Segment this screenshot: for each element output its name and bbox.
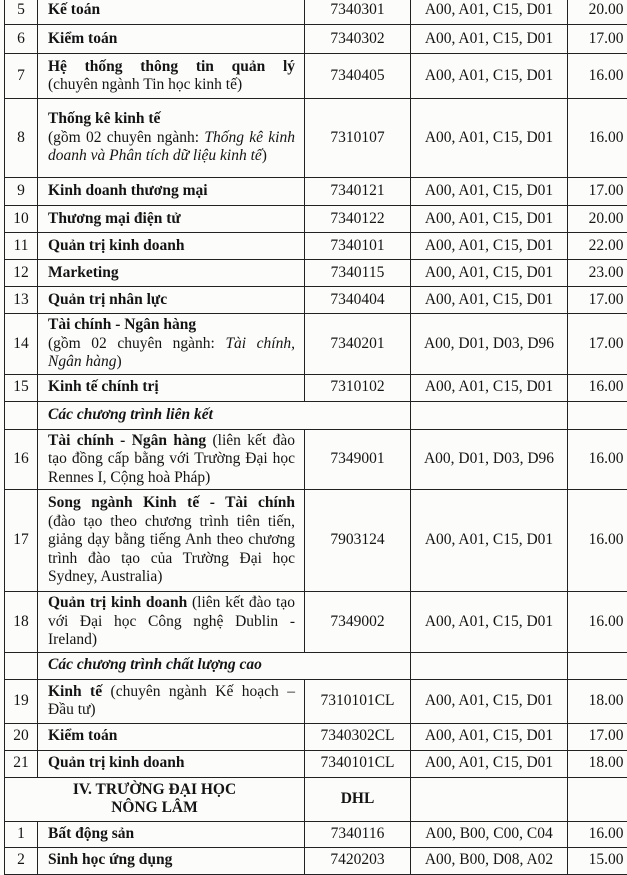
major-code-cell: 7340301	[305, 0, 411, 25]
major-code-cell: 7340122	[305, 206, 411, 233]
row-number-cell	[5, 652, 38, 679]
major-code-cell: 7310102	[305, 374, 411, 401]
table-row	[5, 679, 627, 723]
row-number-cell: 21	[5, 750, 38, 777]
major-name-cell	[38, 750, 305, 777]
table-row	[5, 0, 627, 25]
subject-combinations-cell: A00, A01, C15, D01	[411, 25, 568, 54]
major-code-cell: 7340405	[305, 54, 411, 99]
major-name-cell	[38, 99, 305, 178]
admission-score-cell: 20.00	[568, 0, 627, 25]
major-name-desc: (đào tạo theo chương trình tiên tiến, giảng dạy bằng tiếng Anh theo chương trình đào tạo của Trường Đại học Sydney, Australia)	[48, 513, 295, 586]
major-name-bold: Tài chính - Ngân hàng	[48, 432, 206, 449]
subject-combinations-cell: A00, A01, C15, D01	[411, 374, 568, 401]
subject-combinations-cell	[411, 777, 568, 821]
subject-combinations-cell: A00, A01, C15, D01	[411, 490, 568, 592]
major-name-cell	[38, 490, 305, 592]
major-name-bold: Quản trị kinh doanh	[48, 754, 185, 771]
program-section-label: Các chương trình chất lượng cao	[38, 652, 411, 679]
admission-score-cell: 18.00	[568, 679, 627, 723]
row-number-cell: 20	[5, 723, 38, 750]
row-number-cell: 15	[5, 374, 38, 401]
table-row	[5, 206, 627, 233]
table-body	[5, 0, 627, 874]
major-name-desc: (gồm 02 chuyên ngành:	[48, 335, 225, 352]
admission-score-cell	[568, 652, 627, 679]
admission-score-cell: 17.00	[568, 178, 627, 206]
subject-combinations-cell: A00, A01, C15, D01	[411, 679, 568, 723]
major-name-bold: Kiểm toán	[48, 727, 117, 744]
major-code-cell: 7340101	[305, 233, 411, 260]
admission-score-cell: 16.00	[568, 54, 627, 99]
major-code-cell: 7349001	[305, 429, 411, 490]
row-number-cell	[5, 401, 38, 429]
row-number-cell: 12	[5, 260, 38, 287]
university-group-code: DHL	[305, 777, 411, 821]
row-number-cell: 18	[5, 592, 38, 653]
university-group-title: IV. TRƯỜNG ĐẠI HỌC NÔNG LÂM	[5, 777, 305, 821]
major-name-cell	[38, 178, 305, 206]
admission-score-cell: 17.00	[568, 25, 627, 54]
subject-combinations-cell: A00, B00, C00, C04	[411, 821, 568, 847]
major-code-cell: 7340201	[305, 314, 411, 375]
major-name-desc: (chuyên ngành Kế hoạch – Đầu tư)	[48, 683, 295, 719]
table-row	[5, 374, 627, 401]
table-row	[5, 750, 627, 777]
major-name-cell	[38, 592, 305, 653]
subject-combinations-cell: A00, A01, C15, D01	[411, 0, 568, 25]
major-code-cell: 7420203	[305, 847, 411, 874]
major-name-cell	[38, 260, 305, 287]
row-number-cell: 7	[5, 54, 38, 99]
subject-combinations-cell: A00, D01, D03, D96	[411, 314, 568, 375]
table-row	[5, 260, 627, 287]
table-row	[5, 429, 627, 490]
major-name-bold: Thương mại điện tử	[48, 210, 181, 227]
admission-score-cell: 16.00	[568, 490, 627, 592]
subject-combinations-cell: A00, B00, D08, A02	[411, 847, 568, 874]
major-name-cell	[38, 233, 305, 260]
subject-combinations-cell: A00, A01, C15, D01	[411, 99, 568, 178]
major-name-bold: Quản trị nhân lực	[48, 291, 167, 308]
table-row	[5, 314, 627, 375]
admission-score-cell: 16.00	[568, 99, 627, 178]
row-number-cell: 17	[5, 490, 38, 592]
major-name-bold: Kinh tế chính trị	[48, 378, 159, 395]
major-name-desc: Thống kê kinh doanh và Phân tích dữ liệu kinh tế	[48, 129, 295, 165]
subject-combinations-cell	[411, 401, 568, 429]
major-name-cell	[38, 0, 305, 25]
major-name-bold: Quản trị kinh doanh	[48, 237, 185, 254]
major-code-cell: 7340404	[305, 287, 411, 314]
major-name-cell	[38, 679, 305, 723]
admission-score-cell	[568, 401, 627, 429]
major-code-cell: 7349002	[305, 592, 411, 653]
row-number-cell: 9	[5, 178, 38, 206]
row-number-cell: 13	[5, 287, 38, 314]
major-code-cell: 7340302	[305, 25, 411, 54]
major-name-cell	[38, 429, 305, 490]
major-name-desc: (chuyên ngành Tin học kinh tế)	[48, 76, 242, 93]
row-number-cell: 5	[5, 0, 38, 25]
subject-combinations-cell: A00, A01, C15, D01	[411, 592, 568, 653]
table-row	[5, 723, 627, 750]
major-name-desc: )	[116, 353, 121, 370]
table-row	[5, 592, 627, 653]
major-name-cell	[38, 821, 305, 847]
major-code-cell: 7310107	[305, 99, 411, 178]
table-row	[5, 54, 627, 99]
major-code-cell: 7340121	[305, 178, 411, 206]
admission-score-cell: 15.00	[568, 847, 627, 874]
subject-combinations-cell: A00, A01, C15, D01	[411, 260, 568, 287]
major-code-cell: 7340116	[305, 821, 411, 847]
admission-score-cell: 23.00	[568, 260, 627, 287]
subject-combinations-cell: A00, A01, C15, D01	[411, 287, 568, 314]
group-header-row	[5, 777, 627, 821]
major-name-bold: Song ngành Kinh tế - Tài chính	[48, 494, 295, 513]
admission-score-cell	[568, 777, 627, 821]
row-number-cell: 10	[5, 206, 38, 233]
admission-score-cell: 16.00	[568, 374, 627, 401]
major-code-cell: 7903124	[305, 490, 411, 592]
row-number-cell: 2	[5, 847, 38, 874]
major-code-cell: 7340115	[305, 260, 411, 287]
table-row	[5, 490, 627, 592]
major-name-desc: (gồm 02 chuyên ngành:	[48, 129, 204, 146]
admission-scores-table	[4, 0, 627, 875]
admission-score-cell: 16.00	[568, 592, 627, 653]
major-name-bold: Marketing	[48, 264, 119, 281]
admission-score-cell: 18.00	[568, 750, 627, 777]
row-number-cell: 16	[5, 429, 38, 490]
major-name-bold: Kiểm toán	[48, 30, 117, 47]
subject-combinations-cell: A00, A01, C15, D01	[411, 750, 568, 777]
admission-score-cell: 17.00	[568, 723, 627, 750]
row-number-cell: 8	[5, 99, 38, 178]
major-name-desc: Tài chính, Ngân hàng	[48, 335, 295, 371]
table-row	[5, 847, 627, 874]
table-row	[5, 178, 627, 206]
major-name-cell	[38, 847, 305, 874]
admission-score-cell: 22.00	[568, 233, 627, 260]
major-name-bold: Quản trị kinh doanh	[48, 594, 187, 611]
subject-combinations-cell: A00, A01, C15, D01	[411, 54, 568, 99]
table-row	[5, 287, 627, 314]
admission-score-cell: 16.00	[568, 821, 627, 847]
major-code-cell: 7340101CL	[305, 750, 411, 777]
major-name-bold: Tài chính - Ngân hàng	[48, 316, 196, 333]
subject-combinations-cell: A00, A01, C15, D01	[411, 178, 568, 206]
major-name-bold: Kinh tế	[48, 683, 102, 700]
major-code-cell: 7310101CL	[305, 679, 411, 723]
major-name-cell	[38, 287, 305, 314]
admission-score-cell: 20.00	[568, 206, 627, 233]
table-row	[5, 99, 627, 178]
subject-combinations-cell: A00, A01, C15, D01	[411, 233, 568, 260]
section-row	[5, 652, 627, 679]
subject-combinations-cell: A00, D01, D03, D96	[411, 429, 568, 490]
major-name-bold: Kế toán	[48, 1, 100, 18]
major-name-desc: )	[262, 147, 267, 164]
admission-score-cell: 17.00	[568, 314, 627, 375]
major-name-cell	[38, 374, 305, 401]
major-name-bold: Sinh học ứng dụng	[48, 851, 172, 868]
row-number-cell: 19	[5, 679, 38, 723]
row-number-cell: 6	[5, 25, 38, 54]
major-name-cell	[38, 25, 305, 54]
major-name-cell	[38, 206, 305, 233]
major-name-cell	[38, 723, 305, 750]
subject-combinations-cell: A00, A01, C15, D01	[411, 206, 568, 233]
major-name-bold: Hệ thống thông tin quản lý	[48, 58, 295, 77]
major-name-desc: (liên kết đào tạo đồng cấp bằng với Trường Đại học Rennes I, Cộng hoà Pháp)	[48, 432, 295, 486]
table-row	[5, 233, 627, 260]
admission-score-cell: 16.00	[568, 429, 627, 490]
major-name-bold: Bất động sản	[48, 825, 134, 842]
major-name-bold: Thống kê kinh tế	[48, 110, 160, 127]
program-section-label: Các chương trình liên kết	[38, 401, 411, 429]
admission-score-cell: 17.00	[568, 287, 627, 314]
subject-combinations-cell: A00, A01, C15, D01	[411, 723, 568, 750]
row-number-cell: 11	[5, 233, 38, 260]
subject-combinations-cell	[411, 652, 568, 679]
major-name-desc: (liên kết đào tạo với Đại học Công nghệ Dublin - Ireland)	[48, 594, 295, 648]
major-code-cell: 7340302CL	[305, 723, 411, 750]
major-name-bold: Kinh doanh thương mại	[48, 182, 208, 199]
row-number-cell: 1	[5, 821, 38, 847]
table-row	[5, 821, 627, 847]
major-name-cell	[38, 314, 305, 375]
major-name-cell	[38, 54, 305, 99]
row-number-cell: 14	[5, 314, 38, 375]
section-row	[5, 401, 627, 429]
table-row	[5, 25, 627, 54]
